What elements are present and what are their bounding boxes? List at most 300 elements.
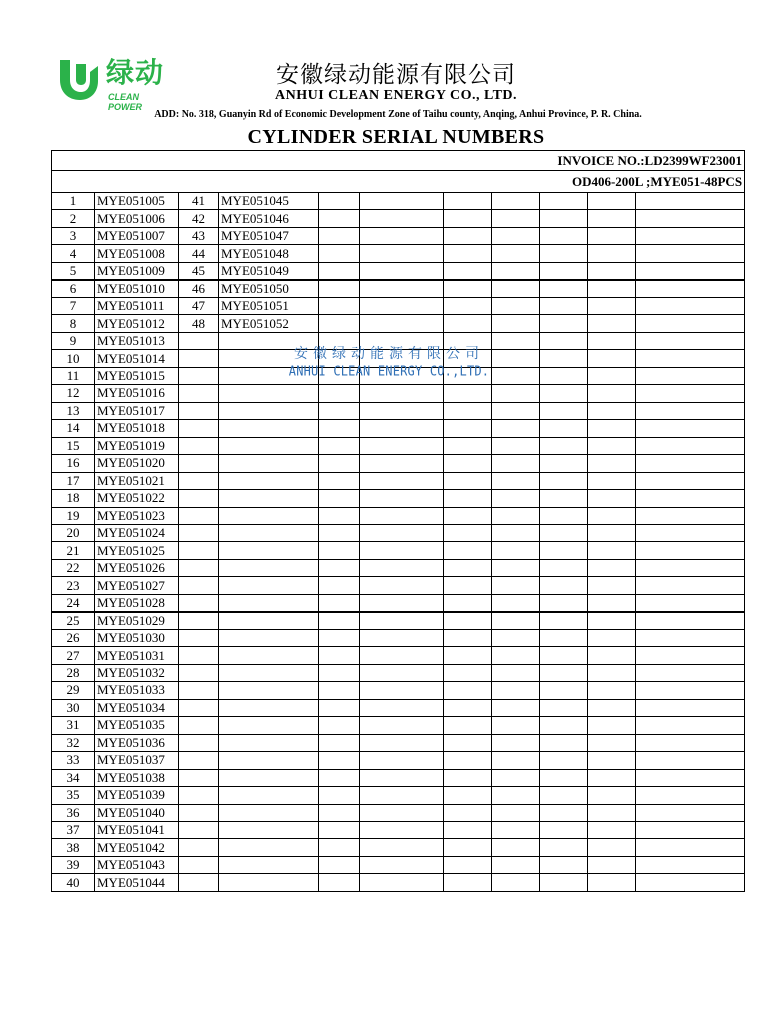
serial-number-cell: MYE051023 (95, 507, 179, 524)
row-number-cell: 12 (52, 385, 95, 402)
empty-cell (492, 822, 540, 839)
table-row (52, 437, 745, 454)
empty-cell (360, 874, 444, 891)
serial-number-cell: MYE051007 (95, 227, 179, 244)
empty-cell (360, 472, 444, 489)
table-row (52, 524, 745, 541)
empty-cell (636, 577, 745, 594)
company-name-english: ANHUI CLEAN ENERGY CO., LTD. (274, 88, 518, 103)
row-number-cell: 14 (52, 420, 95, 437)
row-number-cell: 44 (179, 245, 219, 262)
empty-cell (492, 734, 540, 751)
empty-cell (444, 822, 492, 839)
empty-cell (492, 804, 540, 821)
empty-cell (492, 612, 540, 630)
empty-cell (540, 524, 588, 541)
serial-number-cell: MYE051040 (95, 804, 179, 821)
empty-cell (492, 262, 540, 280)
empty-cell (360, 227, 444, 244)
empty-cell (492, 385, 540, 402)
empty-cell (588, 193, 636, 210)
row-number-cell (179, 594, 219, 612)
table-row (52, 472, 745, 489)
empty-cell (444, 402, 492, 419)
empty-cell (444, 227, 492, 244)
table-row (52, 490, 745, 507)
table-row (52, 629, 745, 646)
empty-cell (319, 280, 360, 298)
serial-number-cell (219, 420, 319, 437)
empty-cell (588, 297, 636, 314)
empty-cell (636, 752, 745, 769)
row-number-cell (179, 455, 219, 472)
empty-cell (319, 717, 360, 734)
serial-number-cell (219, 787, 319, 804)
empty-cell (492, 577, 540, 594)
row-number-cell (179, 612, 219, 630)
empty-cell (319, 734, 360, 751)
empty-cell (360, 210, 444, 227)
empty-cell (492, 437, 540, 454)
row-number-cell (179, 664, 219, 681)
serial-number-cell: MYE051020 (95, 455, 179, 472)
empty-cell (444, 524, 492, 541)
serial-number-cell: MYE051015 (95, 367, 179, 384)
empty-cell (540, 804, 588, 821)
row-number-cell (179, 559, 219, 576)
empty-cell (444, 664, 492, 681)
serial-number-cell: MYE051012 (95, 315, 179, 332)
empty-cell (588, 804, 636, 821)
serial-number-cell: MYE051029 (95, 612, 179, 630)
empty-cell (360, 559, 444, 576)
row-number-cell: 10 (52, 350, 95, 367)
empty-cell (636, 367, 745, 384)
table-row (52, 559, 745, 576)
table-row (52, 612, 745, 630)
empty-cell (319, 577, 360, 594)
serial-number-cell: MYE051008 (95, 245, 179, 262)
empty-cell (636, 594, 745, 612)
empty-cell (319, 787, 360, 804)
table-row (52, 874, 745, 891)
row-number-cell: 4 (52, 245, 95, 262)
row-number-cell: 16 (52, 455, 95, 472)
serial-number-cell (219, 385, 319, 402)
row-number-cell: 40 (52, 874, 95, 891)
empty-cell (444, 874, 492, 891)
empty-cell (588, 577, 636, 594)
empty-cell (492, 787, 540, 804)
serial-number-cell (219, 594, 319, 612)
row-number-cell (179, 717, 219, 734)
serial-number-cell (219, 472, 319, 489)
empty-cell (444, 682, 492, 699)
empty-cell (540, 490, 588, 507)
row-number-cell (179, 385, 219, 402)
table-body (52, 193, 745, 892)
serial-number-cell (219, 874, 319, 891)
empty-cell (588, 332, 636, 349)
empty-cell (540, 612, 588, 630)
empty-cell (360, 490, 444, 507)
serial-number-cell: MYE051049 (219, 262, 319, 280)
row-number-cell: 1 (52, 193, 95, 210)
table-row (52, 420, 745, 437)
empty-cell (636, 350, 745, 367)
empty-cell (360, 193, 444, 210)
empty-cell (636, 193, 745, 210)
serial-number-cell (219, 437, 319, 454)
serial-number-cell: MYE051016 (95, 385, 179, 402)
empty-cell (319, 193, 360, 210)
empty-cell (540, 699, 588, 716)
row-number-cell (179, 856, 219, 873)
empty-cell (444, 472, 492, 489)
empty-cell (588, 734, 636, 751)
empty-cell (492, 227, 540, 244)
empty-cell (588, 210, 636, 227)
serial-number-cell: MYE051027 (95, 577, 179, 594)
table-row (52, 455, 745, 472)
empty-cell (492, 542, 540, 559)
table-row (52, 822, 745, 839)
empty-cell (360, 699, 444, 716)
empty-cell (588, 280, 636, 298)
empty-cell (540, 297, 588, 314)
empty-cell (540, 717, 588, 734)
serial-number-cell: MYE051017 (95, 402, 179, 419)
empty-cell (360, 856, 444, 873)
row-number-cell (179, 752, 219, 769)
empty-cell (540, 507, 588, 524)
serial-numbers-table (51, 150, 745, 892)
table-row (52, 856, 745, 873)
empty-cell (540, 227, 588, 244)
row-number-cell (179, 682, 219, 699)
serial-number-cell (219, 402, 319, 419)
serial-number-cell (219, 455, 319, 472)
product-spec: OD406-200L ;MYE051-48PCS (52, 171, 745, 193)
empty-cell (588, 769, 636, 786)
serial-number-cell: MYE051045 (219, 193, 319, 210)
table-row (52, 734, 745, 751)
empty-cell (492, 874, 540, 891)
empty-cell (540, 437, 588, 454)
table-row (52, 769, 745, 786)
serial-number-cell: MYE051026 (95, 559, 179, 576)
empty-cell (444, 699, 492, 716)
empty-cell (319, 682, 360, 699)
empty-cell (588, 874, 636, 891)
table-row (52, 297, 745, 314)
serial-number-cell: MYE051013 (95, 332, 179, 349)
empty-cell (360, 612, 444, 630)
empty-cell (540, 874, 588, 891)
serial-number-cell: MYE051050 (219, 280, 319, 298)
empty-cell (360, 315, 444, 332)
row-number-cell (179, 437, 219, 454)
table-row (52, 752, 745, 769)
document-title: CYLINDER SERIAL NUMBERS (247, 126, 545, 148)
empty-cell (588, 402, 636, 419)
empty-cell (540, 822, 588, 839)
empty-cell (360, 752, 444, 769)
serial-number-cell (219, 559, 319, 576)
empty-cell (319, 507, 360, 524)
empty-cell (360, 664, 444, 681)
empty-cell (636, 297, 745, 314)
empty-cell (360, 385, 444, 402)
table-row (52, 839, 745, 856)
empty-cell (360, 245, 444, 262)
empty-cell (588, 752, 636, 769)
serial-number-cell: MYE051047 (219, 227, 319, 244)
serial-number-cell: MYE051032 (95, 664, 179, 681)
empty-cell (636, 734, 745, 751)
serial-number-cell: MYE051028 (95, 594, 179, 612)
empty-cell (444, 542, 492, 559)
empty-cell (636, 664, 745, 681)
empty-cell (636, 332, 745, 349)
empty-cell (319, 647, 360, 664)
empty-cell (319, 490, 360, 507)
row-number-cell: 5 (52, 262, 95, 280)
serial-number-cell (219, 612, 319, 630)
company-watermark-stamp (274, 345, 504, 379)
row-number-cell: 41 (179, 193, 219, 210)
empty-cell (540, 245, 588, 262)
empty-cell (444, 245, 492, 262)
serial-number-cell: MYE051030 (95, 629, 179, 646)
serial-number-cell (219, 717, 319, 734)
empty-cell (319, 629, 360, 646)
empty-cell (492, 455, 540, 472)
empty-cell (444, 490, 492, 507)
serial-number-cell: MYE051025 (95, 542, 179, 559)
row-number-cell (179, 524, 219, 541)
row-number-cell: 32 (52, 734, 95, 751)
table-row (52, 594, 745, 612)
empty-cell (360, 594, 444, 612)
empty-cell (360, 822, 444, 839)
serial-number-cell: MYE051039 (95, 787, 179, 804)
serial-number-cell (219, 629, 319, 646)
empty-cell (360, 297, 444, 314)
table-row (52, 682, 745, 699)
serial-number-cell: MYE051024 (95, 524, 179, 541)
table-row (52, 245, 745, 262)
empty-cell (588, 437, 636, 454)
table-row (52, 507, 745, 524)
empty-cell (444, 612, 492, 630)
empty-cell (540, 769, 588, 786)
empty-cell (444, 804, 492, 821)
empty-cell (636, 822, 745, 839)
empty-cell (319, 822, 360, 839)
serial-number-cell: MYE051036 (95, 734, 179, 751)
empty-cell (588, 262, 636, 280)
empty-cell (360, 455, 444, 472)
empty-cell (588, 594, 636, 612)
empty-cell (444, 594, 492, 612)
empty-cell (540, 472, 588, 489)
row-number-cell: 3 (52, 227, 95, 244)
row-number-cell (179, 420, 219, 437)
serial-number-cell: MYE051011 (95, 297, 179, 314)
row-number-cell: 13 (52, 402, 95, 419)
empty-cell (540, 594, 588, 612)
empty-cell (360, 839, 444, 856)
empty-cell (636, 612, 745, 630)
empty-cell (636, 280, 745, 298)
empty-cell (636, 559, 745, 576)
empty-cell (319, 245, 360, 262)
empty-cell (360, 437, 444, 454)
serial-number-cell: MYE051010 (95, 280, 179, 298)
empty-cell (360, 787, 444, 804)
serial-number-cell (219, 577, 319, 594)
empty-cell (540, 455, 588, 472)
row-number-cell: 33 (52, 752, 95, 769)
table-row (52, 717, 745, 734)
serial-number-cell: MYE051046 (219, 210, 319, 227)
row-number-cell (179, 542, 219, 559)
row-number-cell (179, 734, 219, 751)
empty-cell (319, 210, 360, 227)
serial-number-cell (219, 769, 319, 786)
empty-cell (636, 507, 745, 524)
empty-cell (588, 717, 636, 734)
row-number-cell (179, 874, 219, 891)
empty-cell (540, 734, 588, 751)
empty-cell (360, 629, 444, 646)
empty-cell (444, 734, 492, 751)
empty-cell (588, 350, 636, 367)
empty-cell (319, 839, 360, 856)
empty-cell (360, 682, 444, 699)
empty-cell (360, 647, 444, 664)
row-number-cell: 28 (52, 664, 95, 681)
row-number-cell: 21 (52, 542, 95, 559)
row-number-cell: 42 (179, 210, 219, 227)
serial-number-cell (219, 524, 319, 541)
empty-cell (636, 542, 745, 559)
table-row (52, 402, 745, 419)
empty-cell (636, 420, 745, 437)
empty-cell (492, 245, 540, 262)
empty-cell (636, 455, 745, 472)
empty-cell (636, 402, 745, 419)
invoice-row (52, 151, 745, 171)
row-number-cell (179, 839, 219, 856)
empty-cell (636, 210, 745, 227)
row-number-cell (179, 367, 219, 384)
table-row (52, 664, 745, 681)
empty-cell (360, 577, 444, 594)
row-number-cell (179, 577, 219, 594)
empty-cell (492, 629, 540, 646)
serial-number-cell: MYE051051 (219, 297, 319, 314)
row-number-cell: 45 (179, 262, 219, 280)
empty-cell (492, 717, 540, 734)
table-row (52, 210, 745, 227)
empty-cell (588, 699, 636, 716)
empty-cell (444, 420, 492, 437)
row-number-cell: 43 (179, 227, 219, 244)
empty-cell (588, 490, 636, 507)
empty-cell (540, 839, 588, 856)
empty-cell (319, 752, 360, 769)
table-row (52, 699, 745, 716)
empty-cell (492, 856, 540, 873)
empty-cell (540, 420, 588, 437)
stamp-chinese-text: 安徽绿动能源有限公司 (294, 346, 484, 362)
empty-cell (319, 437, 360, 454)
empty-cell (319, 612, 360, 630)
row-number-cell: 35 (52, 787, 95, 804)
empty-cell (636, 717, 745, 734)
empty-cell (444, 297, 492, 314)
row-number-cell: 36 (52, 804, 95, 821)
row-number-cell: 20 (52, 524, 95, 541)
empty-cell (360, 280, 444, 298)
empty-cell (588, 559, 636, 576)
empty-cell (588, 385, 636, 402)
empty-cell (540, 787, 588, 804)
row-number-cell: 39 (52, 856, 95, 873)
empty-cell (636, 874, 745, 891)
row-number-cell: 30 (52, 699, 95, 716)
empty-cell (360, 420, 444, 437)
serial-number-cell (219, 682, 319, 699)
empty-cell (319, 664, 360, 681)
empty-cell (444, 210, 492, 227)
empty-cell (444, 262, 492, 280)
empty-cell (588, 629, 636, 646)
empty-cell (540, 193, 588, 210)
empty-cell (444, 752, 492, 769)
empty-cell (319, 455, 360, 472)
empty-cell (360, 507, 444, 524)
empty-cell (492, 839, 540, 856)
invoice-number: INVOICE NO.:LD2399WF23001 (52, 151, 745, 171)
empty-cell (319, 315, 360, 332)
row-number-cell (179, 822, 219, 839)
empty-cell (319, 874, 360, 891)
row-number-cell: 48 (179, 315, 219, 332)
empty-cell (636, 699, 745, 716)
empty-cell (444, 385, 492, 402)
row-number-cell: 22 (52, 559, 95, 576)
empty-cell (319, 297, 360, 314)
empty-cell (492, 664, 540, 681)
row-number-cell (179, 402, 219, 419)
empty-cell (588, 455, 636, 472)
empty-cell (319, 227, 360, 244)
empty-cell (319, 769, 360, 786)
empty-cell (636, 856, 745, 873)
row-number-cell: 8 (52, 315, 95, 332)
empty-cell (588, 664, 636, 681)
empty-cell (319, 385, 360, 402)
empty-cell (636, 769, 745, 786)
empty-cell (588, 787, 636, 804)
row-number-cell: 37 (52, 822, 95, 839)
empty-cell (588, 420, 636, 437)
empty-cell (540, 210, 588, 227)
empty-cell (444, 315, 492, 332)
